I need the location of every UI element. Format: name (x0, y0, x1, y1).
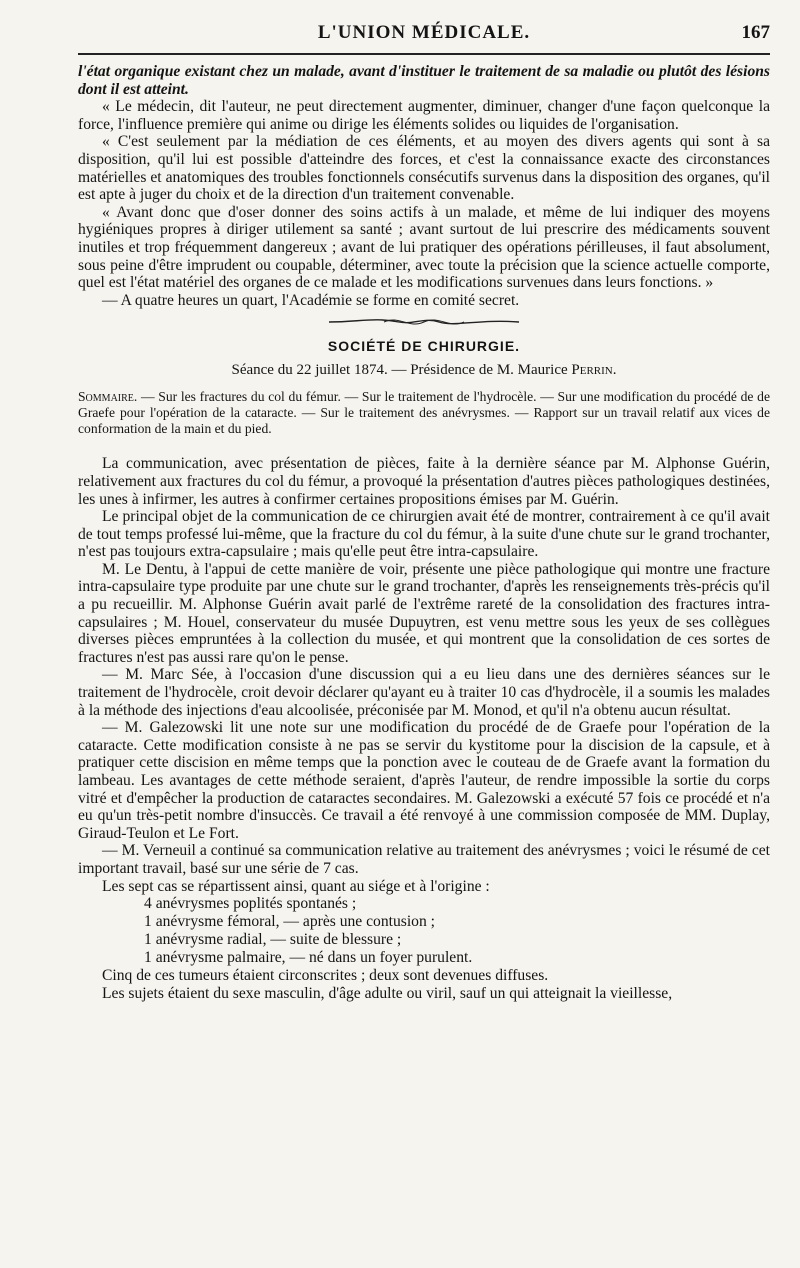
paragraph: M. Le Dentu, à l'appui de cette manière de voir, présente une pièce pathologique qui montre une fracture intra-capsulaire type produite par une chute sur le grand trochanter, d'après les renseignements très-précis qu'il a pu recueillir. M. Alphonse Guérin avait parlé de l'extrême rareté de la consolidation des fractures intra-capsulaires ; M. Houel, conservateur du musée Dupuytren, est venu mettre sous les yeux de ses collègues diverses pièces empruntées à la collection du musée, et qui montrent que la consolidation de ces sortes de fractures n'est pas aussi rare qu'on le pense. (78, 560, 770, 666)
paragraph: La communication, avec présentation de pièces, faite à la dernière séance par M. Alphonse Guérin, relativement aux fractures du col du fémur, a provoqué la présentation d'autres pièces pathologiques destinées, les unes à infirmer, les autres à confirmer certaines propositions émises par M. Guérin. (78, 455, 770, 508)
sommaire (78, 389, 770, 437)
page-header (78, 14, 770, 48)
paragraph-continuation: l'état organique existant chez un malade, avant d'instituer le traitement de sa maladie ou plutôt des lésions dont il est atteint. (78, 63, 770, 98)
seance-text: Séance du 22 juillet 1874. — Présidence de M. Maurice (231, 362, 572, 379)
seance-end: . (612, 362, 617, 379)
paragraph: Le principal objet de la communication de ce chirurgien avait été de montrer, contrairement à ce qu'il avait de tout temps professé lui-même, que la fracture du col du fémur, à la suite d'une chute sur le grand trochanter, n'est pas toujours extra-capsulaire ; mais qu'elle peut être intra-capsulaire. (78, 508, 770, 561)
paragraph: — M. Verneuil a continué sa communication relative au traitement des anévrysmes ; voici le résumé de cet important travail, basé sur une série de 7 cas. (78, 842, 770, 877)
sommaire-label: Sommaire. (78, 389, 138, 405)
page-number: 167 (741, 22, 770, 43)
ornament-divider (78, 315, 770, 334)
seance-line (78, 362, 770, 379)
paragraph: — M. Marc Sée, à l'occasion d'une discussion qui a eu lieu dans une des dernières séances sur le traitement de l'hydrocèle, croit devoir déclarer qu'ayant eu à traiter 10 cas d'hydrocèle, il a soumis les malades à la méthode des injections d'eau alcoolisée, préconisée par M. Monod, et qu'il n'a obtenu aucun résultat. (78, 666, 770, 719)
list-item: 4 anévrysmes poplités spontanés ; (144, 895, 357, 913)
president-name: Perrin (571, 362, 613, 379)
paragraph: « Le médecin, dit l'auteur, ne peut directement augmenter, diminuer, changer d'une façon quelconque la force, l'influence première qui anime ou dirige les éléments solides ou liquides de l'organisation. (78, 98, 770, 133)
paragraph: — A quatre heures un quart, l'Académie se forme en comité secret. (102, 291, 520, 309)
sommaire-text: — Sur les fractures du col du fémur. — Sur le traitement de l'hydrocèle. — Sur une modification du procédé de de Graefe pour l'opération de la cataracte. — Sur le traitement des anévrysmes. — Rapport sur un travail relatif aux vices de conformation de la main et du pied. (78, 389, 770, 437)
paragraph: — M. Galezowski lit une note sur une modification du procédé de de Graefe pour l'opération de la cataracte. Cette modification consiste à ne pas se servir du kystitome pour la discision de la capsule, et à pratiquer cette discision en même temps que la ponction avec le couteau de de Graefe avant la formation du lambeau. Les avantages de cette méthode seraient, d'après l'auteur, de rendre impossible la sortie du corps vitré et d'empêcher la production de cataractes secondaires. M. Galezowski a exécuté 57 fois ce procédé et n'a eu qu'un très-petit nombre d'insuccès. Ce travail a été renvoyé à une commission composée de MM. Duplay, Giraud-Teulon et Le Fort. (78, 719, 770, 842)
paragraph: Les sept cas se répartissent ainsi, quant au siége et à l'origine : (102, 877, 490, 895)
header-rule (78, 53, 770, 55)
paragraph: Cinq de ces tumeurs étaient circonscrites ; deux sont devenues diffuses. (102, 967, 549, 985)
paragraph: Les sujets étaient du sexe masculin, d'âge adulte ou viril, sauf un qui atteignait la vieillesse, (102, 984, 673, 1002)
paragraph: « C'est seulement par la médiation de ces éléments, et au moyen des divers agents qui sont à sa disposition, qu'il lui est possible d'atteindre des forces, et c'est la connaissance exacte des circonstances matérielles et anatomiques des troubles fonctionnels consécutifs survenus dans la disposition des organes, qu'il est apte à juger du choix et de la direction d'un traitement convenable. (78, 133, 770, 204)
paragraph: « Avant donc que d'oser donner des soins actifs à un malade, et même de lui indiquer des moyens hygiéniques propres à diriger utilement sa santé ; avant surtout de lui prescrire des médicaments souvent inutiles et trop fréquemment dangereux ; avant de lui pratiquer des opérations périlleuses, il faut absolument, sous peine d'être imprudent ou coupable, déterminer, avec toute la précision que la science actuelle comporte, quel est l'état matériel des organes de ce malade et les modifications survenues dans leurs fonctions. » (78, 203, 770, 292)
section-title: SOCIÉTÉ DE CHIRURGIE. (327, 338, 521, 355)
running-head: L'UNION MÉDICALE. (317, 22, 531, 43)
list-item: 1 anévrysme palmaire, — né dans un foyer purulent. (144, 949, 473, 967)
list-item: 1 anévrysme radial, — suite de blessure ; (144, 931, 402, 949)
list-item: 1 anévrysme fémoral, — après une contusion ; (144, 913, 435, 931)
